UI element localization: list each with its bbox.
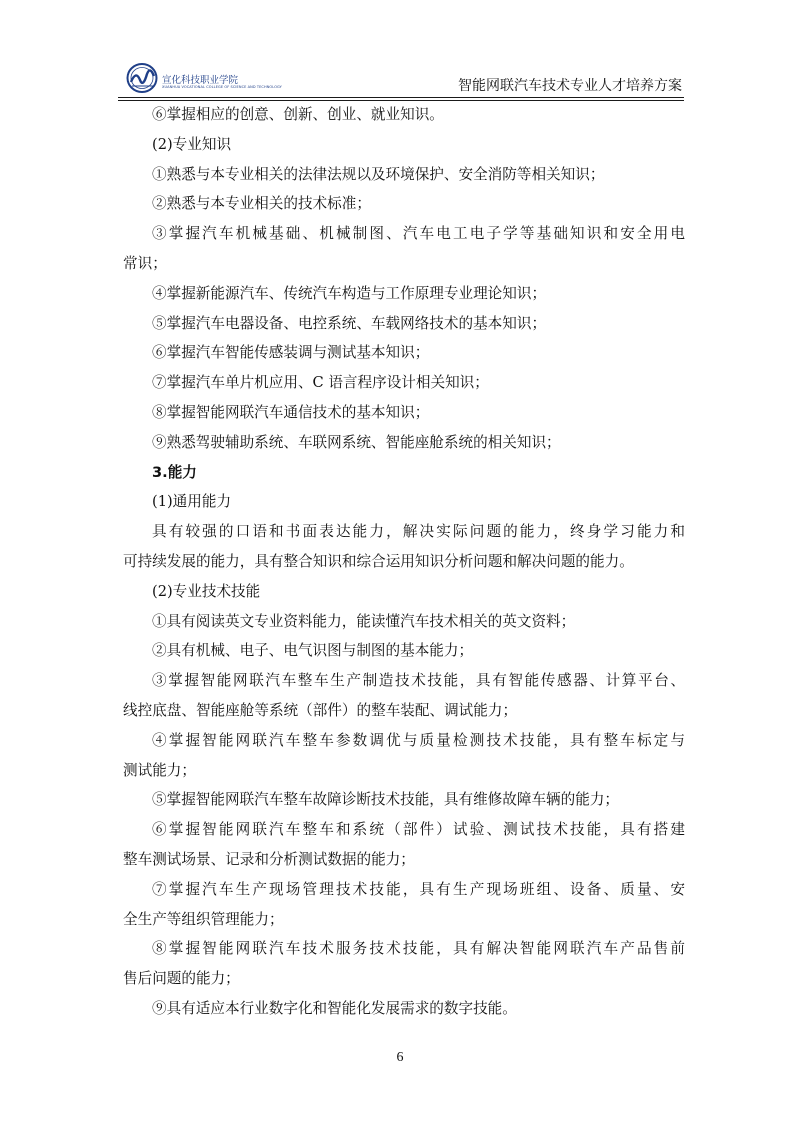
college-emblem-icon bbox=[126, 62, 160, 94]
page-header bbox=[118, 60, 684, 100]
page-number: 6 bbox=[396, 1050, 404, 1065]
document-title: 智能网联汽车技术专业人才培养方案 bbox=[458, 78, 682, 94]
list-item: ⑥掌握相应的创意、创新、创业、就业知识。 bbox=[152, 106, 444, 123]
list-item: ⑧掌握智能网联汽车技术服务技术技能，具有解决智能网联汽车产品售前 bbox=[152, 940, 685, 958]
list-item-continuation: 常识； bbox=[123, 254, 167, 272]
list-item-continuation: 线控底盘、智能座舱等系统（部件）的整车装配、调试能力； bbox=[123, 701, 518, 719]
list-item: ④掌握新能源汽车、传统汽车构造与工作原理专业理论知识； bbox=[152, 284, 547, 302]
section-heading: 3.能力 bbox=[152, 463, 197, 481]
list-item: ①具有阅读英文专业资料能力，能读懂汽车技术相关的英文资料； bbox=[152, 612, 576, 630]
logo-college-name: 宣化科技职业学院 bbox=[162, 75, 239, 86]
list-item: ⑥掌握汽车智能传感装调与测试基本知识； bbox=[152, 344, 430, 362]
list-item: ①熟悉与本专业相关的法律法规以及环境保护、安全消防等相关知识； bbox=[152, 165, 605, 183]
body-text bbox=[123, 100, 685, 1024]
section-subheading: (1)通用能力 bbox=[152, 493, 232, 511]
list-item-continuation: 整车测试场景、记录和分析测试数据的能力； bbox=[123, 850, 415, 868]
list-item: ③掌握智能网联汽车整车生产制造技术技能，具有智能传感器、计算平台、 bbox=[152, 672, 685, 690]
list-item-continuation: 全生产等组织管理能力； bbox=[123, 910, 284, 928]
section-subheading: (2)专业知识 bbox=[152, 135, 232, 153]
list-item: ⑤掌握汽车电器设备、电控系统、车载网络技术的基本知识； bbox=[152, 314, 547, 332]
paragraph-line: 具有较强的口语和书面表达能力，解决实际问题的能力，终身学习能力和 bbox=[152, 523, 685, 541]
list-item: ⑨熟悉驾驶辅助系统、车联网系统、智能座舱系统的相关知识； bbox=[152, 433, 561, 451]
list-item: ②熟悉与本专业相关的技术标准； bbox=[152, 195, 371, 213]
list-item: ③掌握汽车机械基础、机械制图、汽车电工电子学等基础知识和安全用电 bbox=[152, 225, 685, 243]
section-subheading: (2)专业技术技能 bbox=[152, 582, 261, 600]
header-divider bbox=[118, 97, 684, 98]
list-item: ⑤掌握智能网联汽车整车故障诊断技术技能，具有维修故障车辆的能力； bbox=[152, 791, 620, 809]
list-item: ⑧掌握智能网联汽车通信技术的基本知识； bbox=[152, 403, 430, 421]
list-item: ②具有机械、电子、电气识图与制图的基本能力； bbox=[152, 642, 474, 660]
list-item: ⑨具有适应本行业数字化和智能化发展需求的数字技能。 bbox=[152, 999, 517, 1017]
paragraph-line: 可持续发展的能力，具有整合知识和综合运用知识分析问题和解决问题的能力。 bbox=[123, 552, 634, 570]
list-item-continuation: 测试能力； bbox=[123, 761, 196, 779]
list-item: ④掌握智能网联汽车整车参数调优与质量检测技术技能，具有整车标定与 bbox=[152, 731, 685, 749]
list-item: ⑥掌握智能网联汽车整车和系统（部件）试验、测试技术技能，具有搭建 bbox=[152, 821, 685, 839]
list-item: ⑦掌握汽车生产现场管理技术技能，具有生产现场班组、设备、质量、安 bbox=[152, 880, 685, 898]
list-item: ⑦掌握汽车单片机应用、C 语言程序设计相关知识； bbox=[152, 374, 489, 392]
list-item-continuation: 售后问题的能力； bbox=[123, 970, 240, 988]
college-logo bbox=[126, 62, 282, 94]
logo-college-name-en: XUANHUA VOCATIONAL COLLEGE OF SCIENCE AND TECHNOLOGY bbox=[162, 85, 282, 89]
